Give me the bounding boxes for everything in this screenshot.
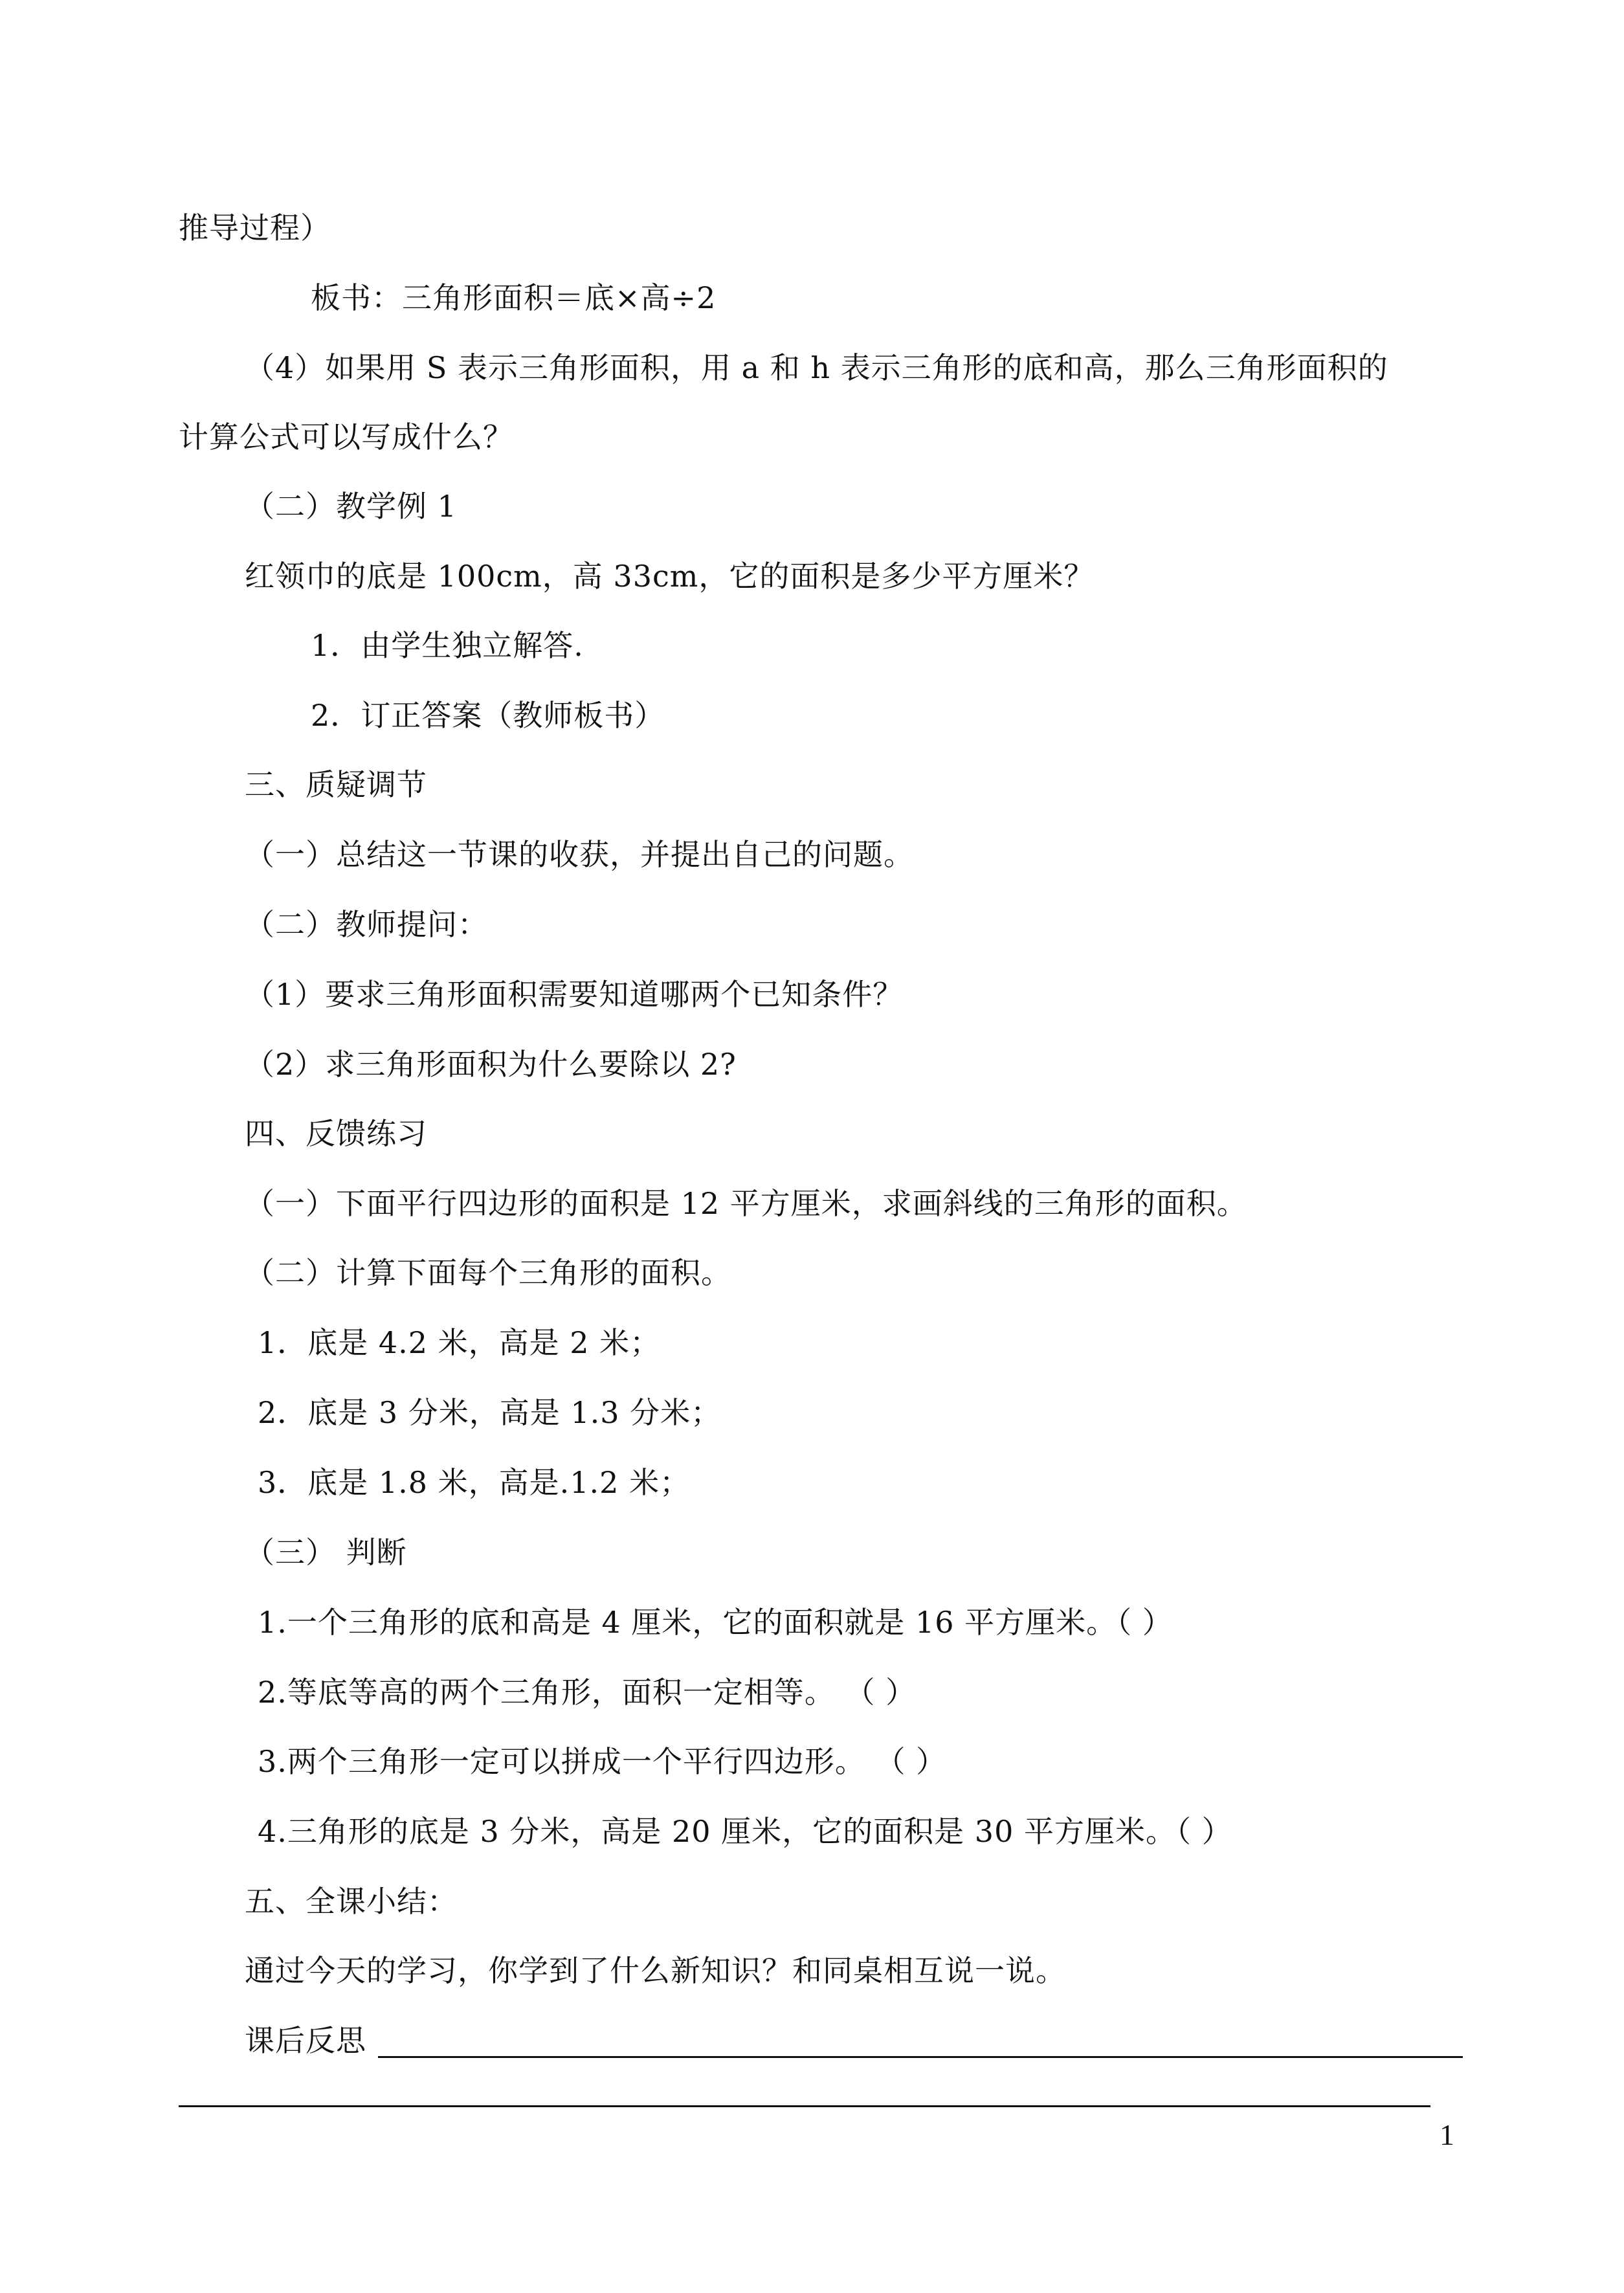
question-4-line-1: （4）如果用 S 表示三角形面积，用 a 和 h 表示三角形的底和高，那么三角形面积的 xyxy=(245,350,1388,385)
text-line: （二）计算下面每个三角形的面积。 xyxy=(245,1255,731,1290)
section-heading: （三） 判断 xyxy=(245,1535,407,1570)
judgement-item: 1.一个三角形的底和高是 4 厘米，它的面积就是 16 平方厘米。（ ） xyxy=(258,1605,1173,1640)
section-heading: （二）教学例 1 xyxy=(245,489,457,524)
judgement-item: 2.等底等高的两个三角形，面积一定相等。 （ ） xyxy=(258,1675,917,1710)
text-line: 通过今天的学习，你学到了什么新知识？和同桌相互说一说。 xyxy=(245,1953,1066,1988)
question-4-line-2: 计算公式可以写成什么？ xyxy=(179,419,513,454)
list-item: 1．底是 4.2 米，高是 2 米； xyxy=(258,1325,661,1360)
reflection-blank-line xyxy=(378,2056,1463,2058)
footer-rule xyxy=(179,2105,1430,2107)
reflection-label: 课后反思 xyxy=(245,2023,366,2058)
text-line: 推导过程） xyxy=(179,210,331,245)
text-line: （2）求三角形面积为什么要除以 2? xyxy=(245,1047,737,1082)
section-heading: 五、全课小结： xyxy=(245,1884,458,1919)
text-line: （二）教师提问： xyxy=(245,907,488,942)
judgement-item: 4.三角形的底是 3 分米，高是 20 厘米，它的面积是 30 平方厘米。（ ） xyxy=(258,1814,1232,1849)
list-item: 1．由学生独立解答. xyxy=(311,628,584,663)
page-number: 1 xyxy=(1440,2118,1454,2151)
judgement-item: 3.两个三角形一定可以拼成一个平行四边形。 （ ） xyxy=(258,1744,947,1779)
board-formula: 板书：三角形面积＝底×高÷2 xyxy=(311,280,717,315)
list-item: 2．底是 3 分米，高是 1.3 分米； xyxy=(258,1395,722,1430)
text-line: （一）总结这一节课的收获，并提出自己的问题。 xyxy=(245,837,914,872)
section-heading: 三、质疑调节 xyxy=(245,767,427,802)
list-item: 2．订正答案（教师板书） xyxy=(311,698,665,733)
section-heading: 四、反馈练习 xyxy=(245,1116,427,1151)
list-item: 3．底是 1.8 米，高是.1.2 米； xyxy=(258,1465,691,1500)
text-line: （一）下面平行四边形的面积是 12 平方厘米，求画斜线的三角形的面积。 xyxy=(245,1186,1247,1221)
text-line: （1）要求三角形面积需要知道哪两个已知条件？ xyxy=(245,977,904,1012)
example-text: 红领巾的底是 100cm，高 33cm，它的面积是多少平方厘米？ xyxy=(245,559,1095,594)
